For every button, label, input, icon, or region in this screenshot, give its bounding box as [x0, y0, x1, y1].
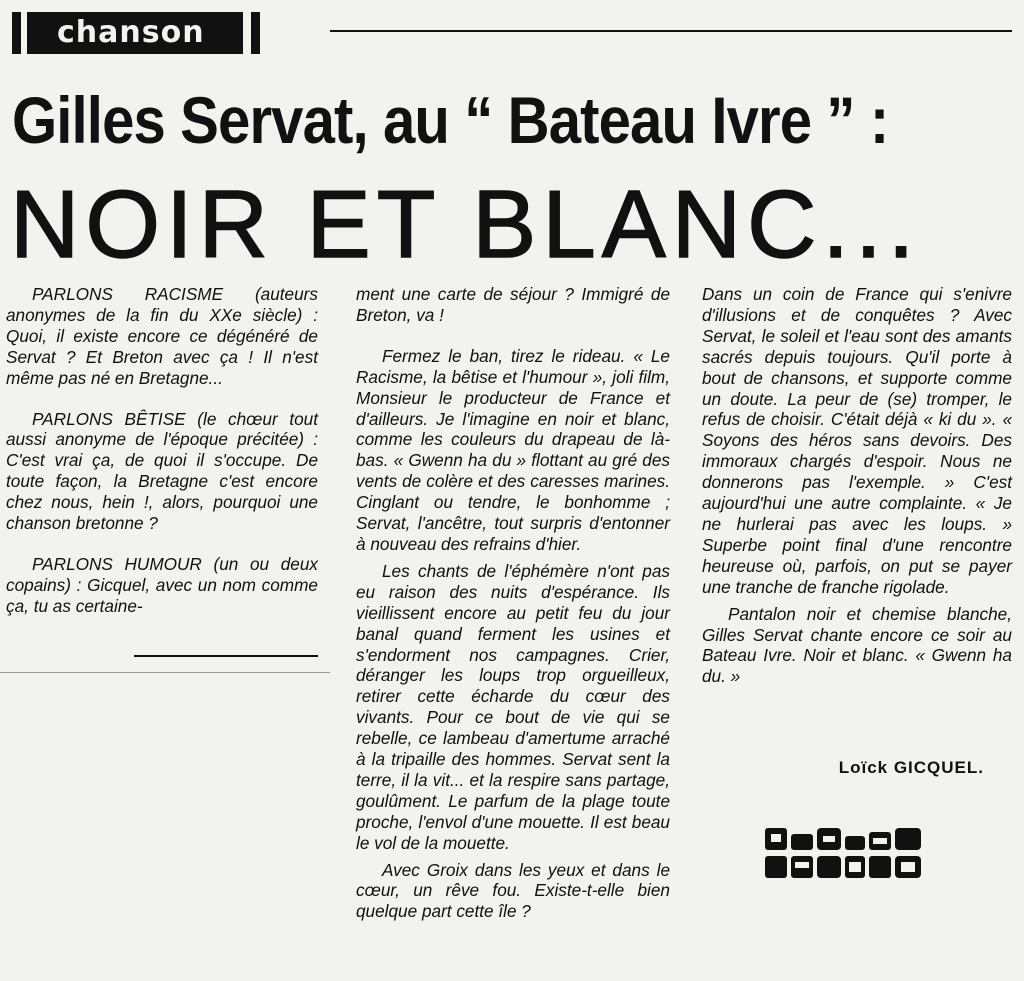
column-end-rule [134, 655, 318, 657]
section-bar-right [251, 12, 260, 54]
article-column-1 [6, 284, 318, 617]
author-signature: Loïck GICQUEL. [838, 758, 984, 777]
column-divider [0, 672, 330, 673]
subheadline: NOIR ET BLANC... [10, 171, 921, 278]
paragraph: PARLONS HUMOUR (un ou deux copains) : Gicquel, avec un nom comme ça, tu as certaine- [6, 553, 318, 616]
article-column-2 [356, 284, 670, 922]
header-rule [330, 30, 1012, 32]
paragraph: Dans un coin de France qui s'enivre d'illusions et de conquêtes ? Avec Servat, le soleil et l'eau sont des amants sacrés depuis toujours. Qu'il porte à bout de chansons, et supporte comme un doute. La peur de (se) tromper, le refus de choisir. C'était déjà « ki du ». « Soyons des héros sans devoirs. Des immoraux chargés d'espoir. Nous ne donnerons pas l'exemple. » C'est aujourd'hui une autre complainte. « Je ne hurlerai pas avec les loups. » Superbe point final d'une rencontre heureuse où, parfois, on put se payer une tranche de franche rigolade. [702, 284, 1012, 597]
paragraph: PARLONS BÊTISE (le chœur tout aussi anonyme de l'époque précitée) : C'est vrai ça, de quoi il s'occupe. De toute façon, la Bretagne c'est encore chez nous, hein !, alors, pourquoi une chanson bretonne ? [6, 408, 318, 534]
paragraph: Pantalon noir et chemise blanche, Gilles Servat chante encore ce soir au Bateau Ivre. Noir et blanc. « Gwenn ha du. » [702, 603, 1012, 687]
paragraph: PARLONS RACISME (auteurs anonymes de la fin du XXe siècle) : Quoi, il existe encore ce dégénéré de Servat ? Et Breton avec ça ! Il n'est même pas né en Bretagne... [6, 284, 318, 388]
article-column-3 [702, 284, 1012, 687]
paragraph: ment une carte de séjour ? Immigré de Breton, va ! [356, 284, 670, 325]
section-label [12, 12, 260, 54]
headline: Gilles Servat, au “ Bateau Ivre ” : [12, 83, 889, 157]
section-title: chanson [27, 12, 243, 54]
paragraph: Fermez le ban, tirez le rideau. « Le Racisme, la bêtise et l'humour », joli film, Monsieur le producteur de France et d'ailleurs. Je l'imagine en noir et blanc, comme les couleurs du drapeau de là-bas. « Gwenn ha du » flottant au gré des vents de colère et des caresses marines. Cinglant ou tendre, le bonhomme ; Servat, l'ancêtre, tout surpris d'entonner à nouveau des refrains d'hier. [356, 345, 670, 554]
paragraph: Les chants de l'éphémère n'ont pas eu raison des nuits d'espérance. Ils vieillissent encore au petit feu du jour banal quand ferment les usines et s'endorment nos campagnes. Crier, déranger les loups trop orgueilleux, retirer cette écharde du cœur des vivants. Pour ce bout de vie qui se rebelle, ce lambeau d'amertume arraché à la tripaille des hommes. Servat sent la terre, il la vit... et la respire sans partage, goulûment. Le parfum de la plage toute proche, l'envol d'une mouette. Il est beau le vol de la mouette. [356, 560, 670, 853]
section-bar-left [12, 12, 21, 54]
paragraph: Avec Groix dans les yeux et dans le cœur, un rêve fou. Existe-t-elle bien quelque part cette île ? [356, 859, 670, 922]
newspaper-logo-icon [765, 826, 925, 882]
